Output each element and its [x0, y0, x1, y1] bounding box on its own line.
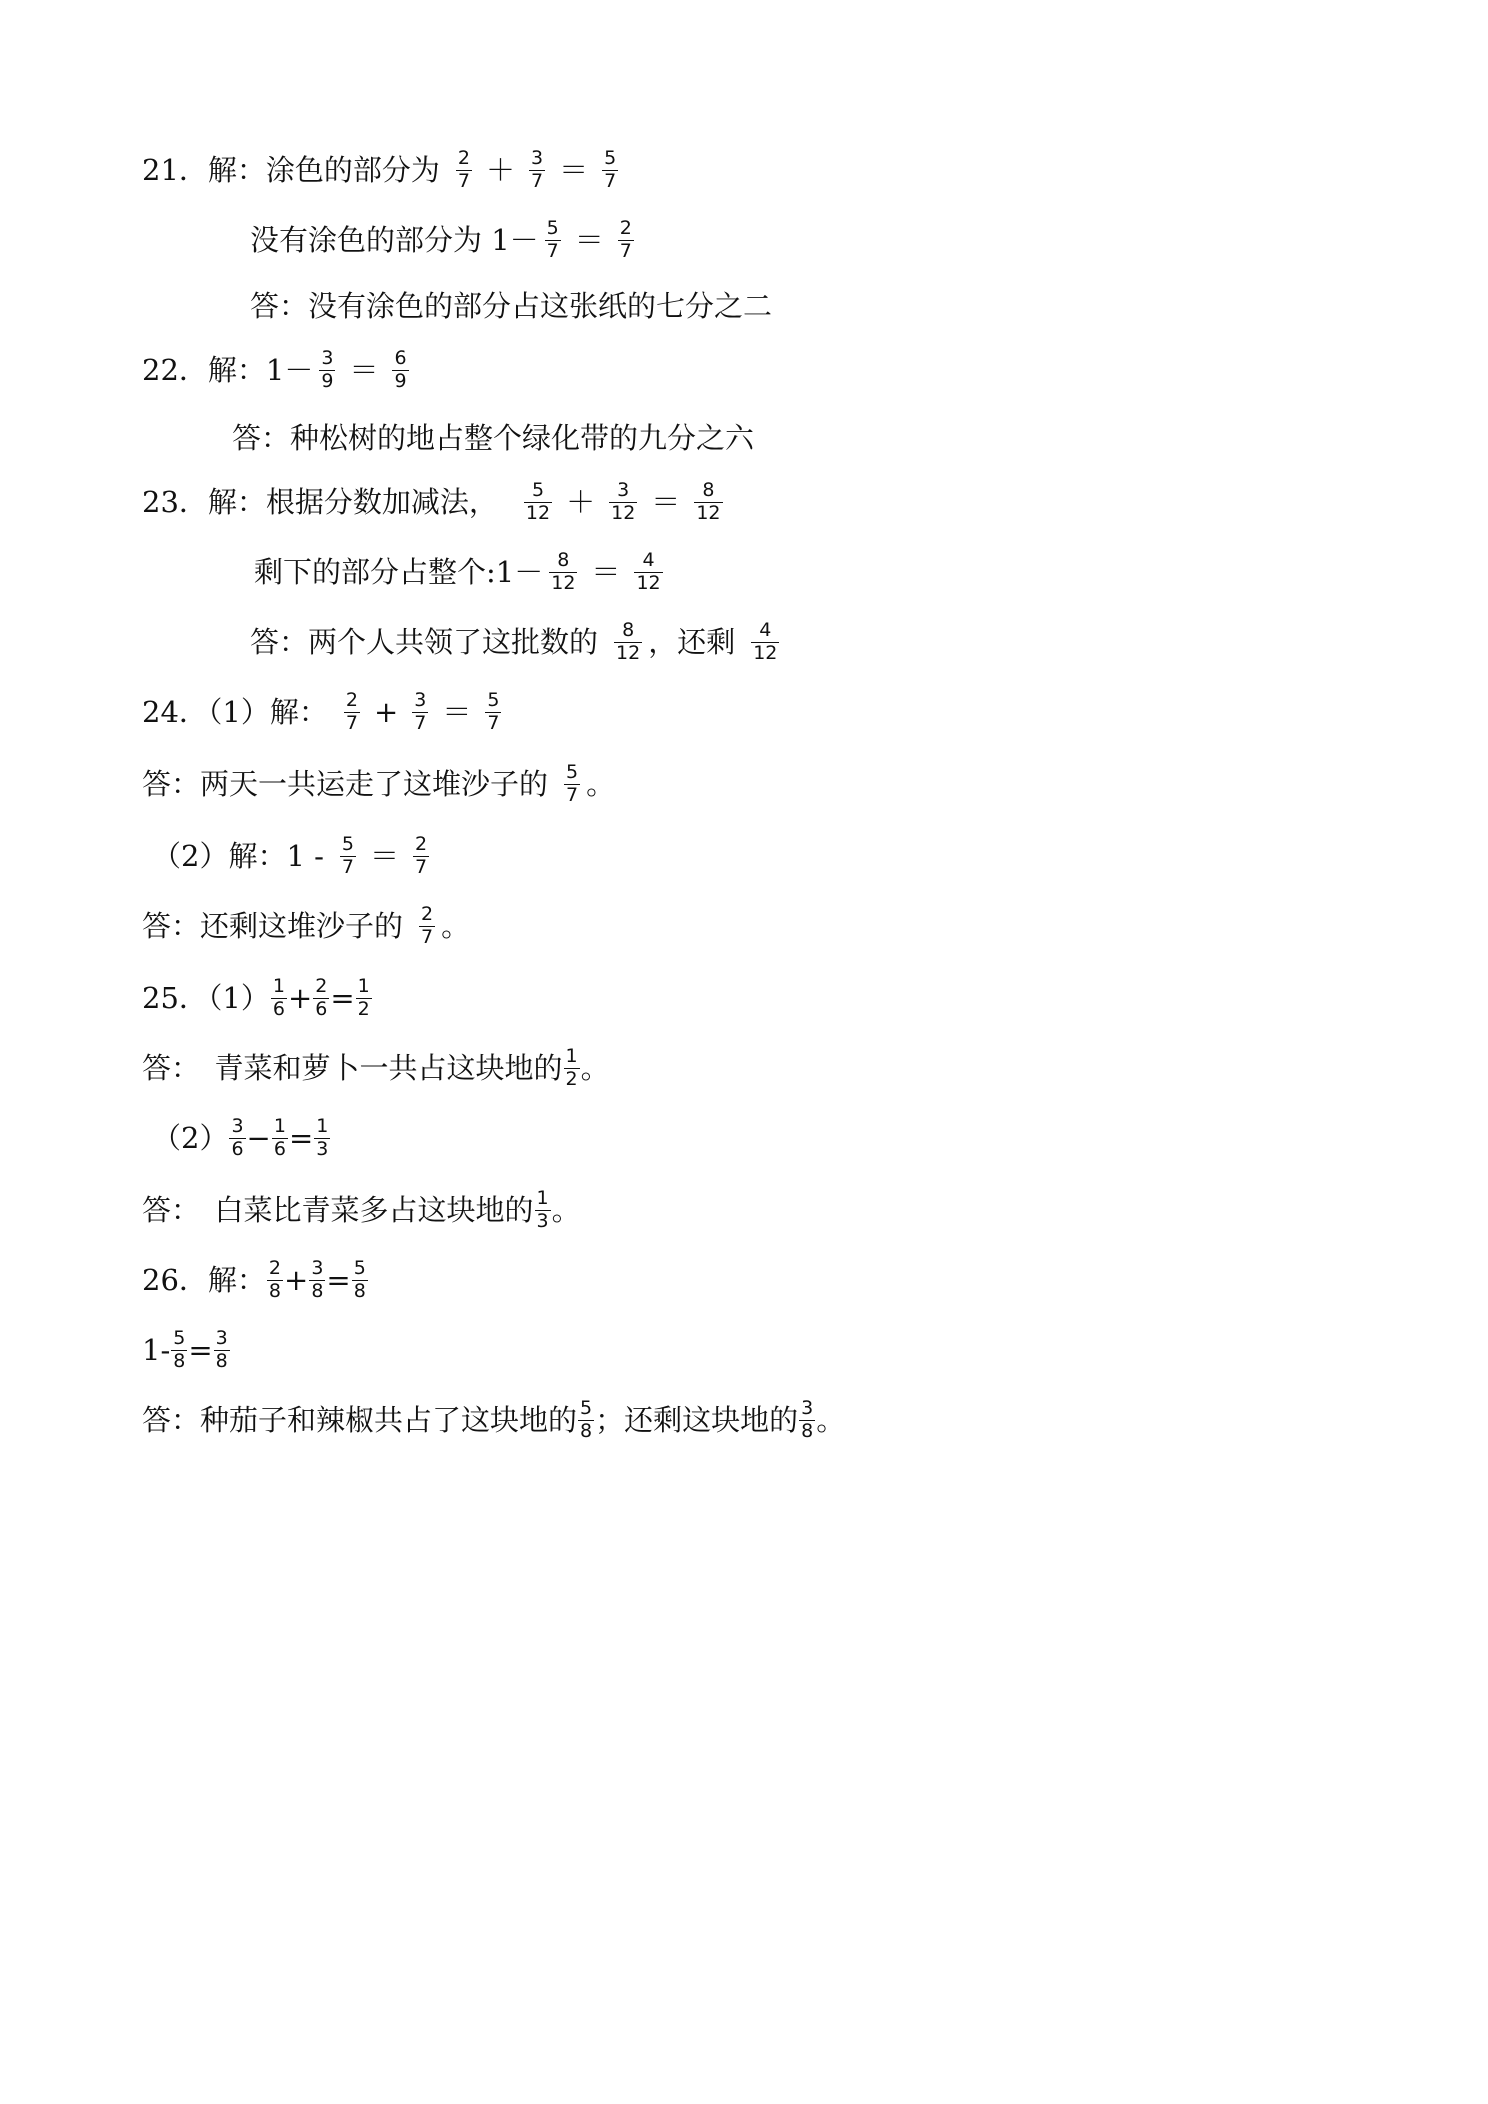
- q25-part2-label: （2）: [152, 1120, 229, 1155]
- answer-text: 答：两个人共领了这批数的: [250, 624, 599, 659]
- equals-sign: ＝: [559, 152, 589, 187]
- q23-label: 23．解：根据分数加减法，: [142, 484, 498, 519]
- fraction: $\frac{5}{7}$: [566, 761, 579, 806]
- fraction: $\frac{5}{8}$: [173, 1327, 186, 1372]
- q24-answer-2: [142, 904, 470, 949]
- q25-label: 25．（1）: [142, 980, 270, 1015]
- answer-text: 答： 青菜和萝卜一共占这块地的: [142, 1050, 563, 1085]
- answer-text: 答：两天一共运走了这堆沙子的: [142, 766, 549, 801]
- fraction: $\frac{8}{12}$: [696, 479, 721, 524]
- q24-answer-1: [142, 762, 615, 807]
- answer-text: 答： 白菜比青菜多占这块地的: [142, 1192, 534, 1227]
- q23-answer: [250, 620, 785, 665]
- q23-line-1: [142, 480, 729, 525]
- fraction: $\frac{3}{12}$: [611, 479, 636, 524]
- answer-text: 答：还剩这堆沙子的: [142, 908, 404, 943]
- q26-label: 26．解：: [142, 1262, 266, 1297]
- q24-part2-label: （2）解：1 -: [152, 838, 324, 873]
- q21-step-text: 没有涂色的部分为 1－: [250, 222, 539, 257]
- fraction: $\frac{3}{7}$: [414, 689, 427, 734]
- fraction: $\frac{3}{8}$: [215, 1327, 228, 1372]
- fraction: $\frac{8}{12}$: [551, 549, 576, 594]
- q26-line-1: [142, 1258, 369, 1303]
- q21-label: 21．解：涂色的部分为: [142, 152, 440, 187]
- period: 。: [580, 1050, 610, 1085]
- fraction: $\frac{5}{8}$: [353, 1257, 366, 1302]
- equals-sign: ＝: [370, 838, 400, 873]
- plus-sign: ＋: [486, 152, 516, 187]
- fraction: $\frac{1}{3}$: [316, 1115, 329, 1160]
- q21-line-2: [250, 218, 640, 263]
- fraction: $\frac{5}{7}$: [604, 147, 617, 192]
- q23-step-text: 剩下的部分占整个:1－: [254, 554, 544, 589]
- answer-text: 答：种茄子和辣椒共占了这块地的: [142, 1402, 578, 1437]
- fraction: $\frac{5}{7}$: [341, 833, 355, 878]
- q24-line-1: [142, 690, 507, 735]
- q25-line-1: [142, 976, 373, 1021]
- fraction: $\frac{4}{12}$: [753, 619, 778, 664]
- q26-line-2: [142, 1328, 231, 1373]
- period: 。: [816, 1402, 846, 1437]
- fraction: $\frac{3}{7}$: [531, 147, 544, 192]
- fraction: $\frac{3}{8}$: [311, 1257, 324, 1302]
- fraction: $\frac{1}{6}$: [272, 975, 285, 1020]
- plus-sign: +: [287, 980, 313, 1015]
- equals-sign: ＝: [591, 554, 621, 589]
- period: 。: [551, 1192, 581, 1227]
- period: 。: [586, 766, 616, 801]
- fraction: $\frac{1}{6}$: [273, 1115, 286, 1160]
- q22-answer: [232, 421, 755, 455]
- fraction: $\frac{2}{7}$: [415, 833, 428, 878]
- q21-answer: [250, 289, 773, 323]
- q23-line-2: [254, 550, 669, 595]
- q21-line-1: [142, 148, 624, 193]
- fraction: $\frac{3}{8}$: [801, 1397, 814, 1442]
- fraction: $\frac{1}{2}$: [357, 975, 370, 1020]
- fraction: $\frac{2}{6}$: [315, 975, 328, 1020]
- equals-sign: ＝: [574, 222, 604, 257]
- fraction: $\frac{2}{7}$: [619, 217, 632, 262]
- q26-step-text: 1-: [142, 1332, 171, 1367]
- answer-text: ；还剩这块地的: [595, 1402, 799, 1437]
- period: 。: [441, 908, 471, 943]
- q22-label: 22．解：1－: [142, 352, 314, 387]
- fraction: $\frac{5}{8}$: [580, 1397, 593, 1442]
- q25-line-2: [152, 1116, 331, 1161]
- fraction: $\frac{2}{7}$: [421, 903, 434, 948]
- fraction: $\frac{3}{9}$: [321, 347, 334, 392]
- fraction: $\frac{6}{9}$: [394, 347, 407, 392]
- equals-sign: =: [326, 1262, 351, 1297]
- equals-sign: ＝: [442, 694, 472, 729]
- fraction: $\frac{5}{12}$: [525, 479, 551, 524]
- fraction: $\frac{5}{7}$: [546, 217, 559, 262]
- q24-label: 24．（1）解：: [142, 694, 328, 729]
- q25-answer-1: [142, 1046, 610, 1091]
- fraction: $\frac{3}{6}$: [231, 1115, 244, 1160]
- plus-sign: +: [373, 694, 399, 729]
- q22-line-1: [142, 348, 415, 393]
- fraction: $\frac{2}{7}$: [457, 147, 470, 192]
- equals-sign: =: [288, 1120, 314, 1155]
- answer-text: ，还剩: [648, 624, 736, 659]
- fraction: $\frac{8}{12}$: [616, 619, 641, 664]
- fraction: $\frac{5}{7}$: [487, 689, 500, 734]
- q25-answer-2: [142, 1188, 581, 1233]
- fraction: $\frac{2}{7}$: [345, 689, 358, 734]
- plus-sign: ＋: [566, 484, 596, 519]
- answer-text: 答：没有涂色的部分占这张纸的七分之二: [250, 289, 773, 323]
- plus-sign: +: [284, 1262, 309, 1297]
- fraction: $\frac{1}{2}$: [565, 1045, 578, 1090]
- equals-sign: =: [330, 980, 355, 1015]
- equals-sign: ＝: [349, 352, 379, 387]
- equals-sign: ＝: [651, 484, 681, 519]
- fraction: $\frac{1}{3}$: [536, 1187, 549, 1232]
- fraction: $\frac{4}{12}$: [636, 549, 661, 594]
- minus-sign: −: [246, 1120, 271, 1155]
- equals-sign: =: [188, 1332, 213, 1367]
- fraction: $\frac{2}{8}$: [268, 1257, 281, 1302]
- q26-answer: [142, 1398, 845, 1443]
- q24-line-2: [152, 834, 435, 879]
- answer-text: 答：种松树的地占整个绿化带的九分之六: [232, 421, 755, 455]
